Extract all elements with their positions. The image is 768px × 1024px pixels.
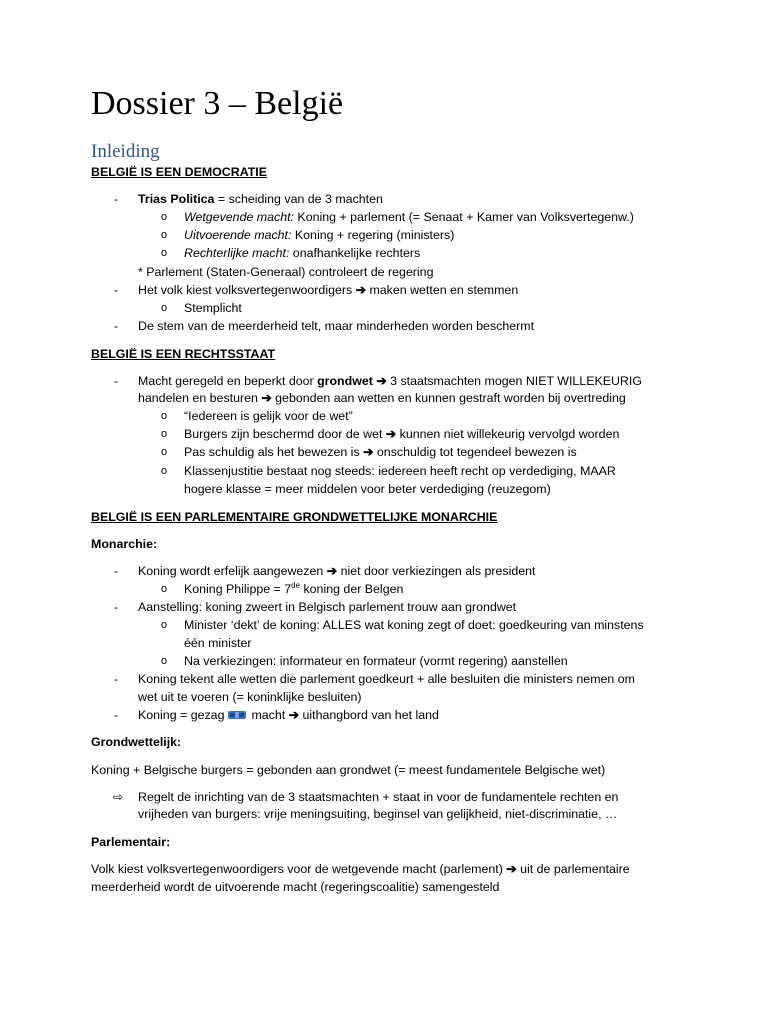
dash-bullet: - [114,374,119,388]
arrow-icon: ➔ [506,862,517,876]
dash-bullet: - [114,319,119,333]
arrow-icon: ➔ [355,283,367,297]
section-monarchie: BELGIË IS EEN PARLEMENTAIRE GRONDWETTELIJKE MONARCHIE [91,510,498,524]
list-item-continued: wet uit te voeren (= koninklijke besluiten) [138,690,362,704]
circle-bullet: o [161,655,168,667]
list-item: Koning = gezag macht ➔ uithangbord van het land [138,708,439,722]
circle-bullet: o [161,302,168,314]
list-item: Koning tekent alle wetten die parlement goedkeurt + alle besluiten die ministers nemen om [138,672,635,686]
list-item-continued: één minister [184,636,252,650]
note-parlement: * Parlement (Staten-Generaal) controleert de regering [138,265,434,279]
label-grondwettelijk: Grondwettelijk: [91,735,182,749]
list-item: Rechterlijke macht: onafhankelijke rechters [184,246,421,260]
list-item: Pas schuldig als het bewezen is ➔ onschuldig tot tegendeel bewezen is [184,445,577,459]
hollow-arrow-icon: ⇨ [113,790,124,804]
list-item: Macht geregeld en beperkt door grondwet ➔ 3 staatsmachten mogen NIET WILLEKEURIG [138,374,642,388]
list-item: Stemplicht [184,301,242,315]
circle-bullet: o [161,247,168,259]
section-rechtsstaat: BELGIË IS EEN RECHTSSTAAT [91,347,276,361]
list-item-continued: vrijheden van burgers: vrije meningsuiting, beginsel van gelijkheid, niet-discriminatie, … [138,807,618,821]
paragraph-grondwet: Koning + Belgische burgers = gebonden aan grondwet (= meest fundamentele Belgische wet) [91,763,606,777]
circle-bullet: o [161,446,168,458]
list-item: Wetgevende macht: Koning + parlement (= Senaat + Kamer van Volksvertegenw.) [184,210,634,224]
list-item: “Iedereen is gelijk voor de wet” [184,409,353,423]
paragraph-parlement: Volk kiest volksvertegenwoordigers voor de wetgevende macht (parlement) ➔ uit de parlementaire [91,862,630,876]
arrow-icon: ➔ [326,564,338,578]
arrow-icon: ➔ [261,391,272,405]
list-item: De stem van de meerderheid telt, maar minderheden worden beschermt [138,319,535,333]
dash-bullet: - [114,672,119,686]
paragraph-parlement-continued: meerderheid wordt de uitvoerende macht (regeringscoalitie) samengesteld [91,880,500,894]
list-item: Koning Philippe = 7de koning der Belgen [184,580,404,596]
label-monarchie: Monarchie: [91,537,158,551]
label-parlementair: Parlementair: [91,835,171,849]
list-item-continued: hogere klasse = meer middelen voor beter verdediging (reuzegom) [184,482,551,496]
circle-bullet: o [161,428,168,440]
arrow-icon: ➔ [376,374,387,388]
list-item: Burgers zijn beschermd door de wet ➔ kunnen niet willekeurig vervolgd worden [184,427,620,441]
handshake-icon [227,708,247,720]
section-democratie: BELGIË IS EEN DEMOCRATIE [91,165,268,179]
list-item: Klassenjustitie bestaat nog steeds: iedereen heeft recht op verdediging, MAAR [184,464,616,478]
list-item-continued: handelen en besturen ➔ gebonden aan wetten en kunnen gestraft worden bij overtreding [138,391,626,405]
dash-bullet: - [114,564,119,578]
circle-bullet: o [161,619,168,631]
arrow-icon: ➔ [385,427,397,441]
list-item: Regelt de inrichting van de 3 staatsmachten + staat in voor de fundamentele rechten en [138,790,619,804]
circle-bullet: o [161,583,168,595]
circle-bullet: o [161,465,168,477]
list-item: Trias Politica = scheiding van de 3 machten [138,192,383,206]
circle-bullet: o [161,410,168,422]
heading-inleiding: Inleiding [91,141,160,162]
circle-bullet: o [161,211,168,223]
dash-bullet: - [114,708,119,722]
dash-bullet: - [114,600,119,614]
arrow-icon: ➔ [288,708,300,722]
dash-bullet: - [114,283,119,297]
list-item: Minister ‘dekt’ de koning: ALLES wat koning zegt of doet: goedkeuring van minstens [184,618,644,632]
list-item: Na verkiezingen: informateur en formateur (vormt regering) aanstellen [184,654,568,668]
circle-bullet: o [161,229,168,241]
list-item: Uitvoerende macht: Koning + regering (ministers) [184,228,455,242]
list-item: Koning wordt erfelijk aangewezen ➔ niet door verkiezingen als president [138,564,536,578]
list-item: Het volk kiest volksvertegenwoordigers ➔ maken wetten en stemmen [138,283,519,297]
list-item: Aanstelling: koning zweert in Belgisch parlement trouw aan grondwet [138,600,517,614]
arrow-icon: ➔ [363,445,374,459]
document-title: Dossier 3 – België [91,85,344,122]
dash-bullet: - [114,192,119,206]
